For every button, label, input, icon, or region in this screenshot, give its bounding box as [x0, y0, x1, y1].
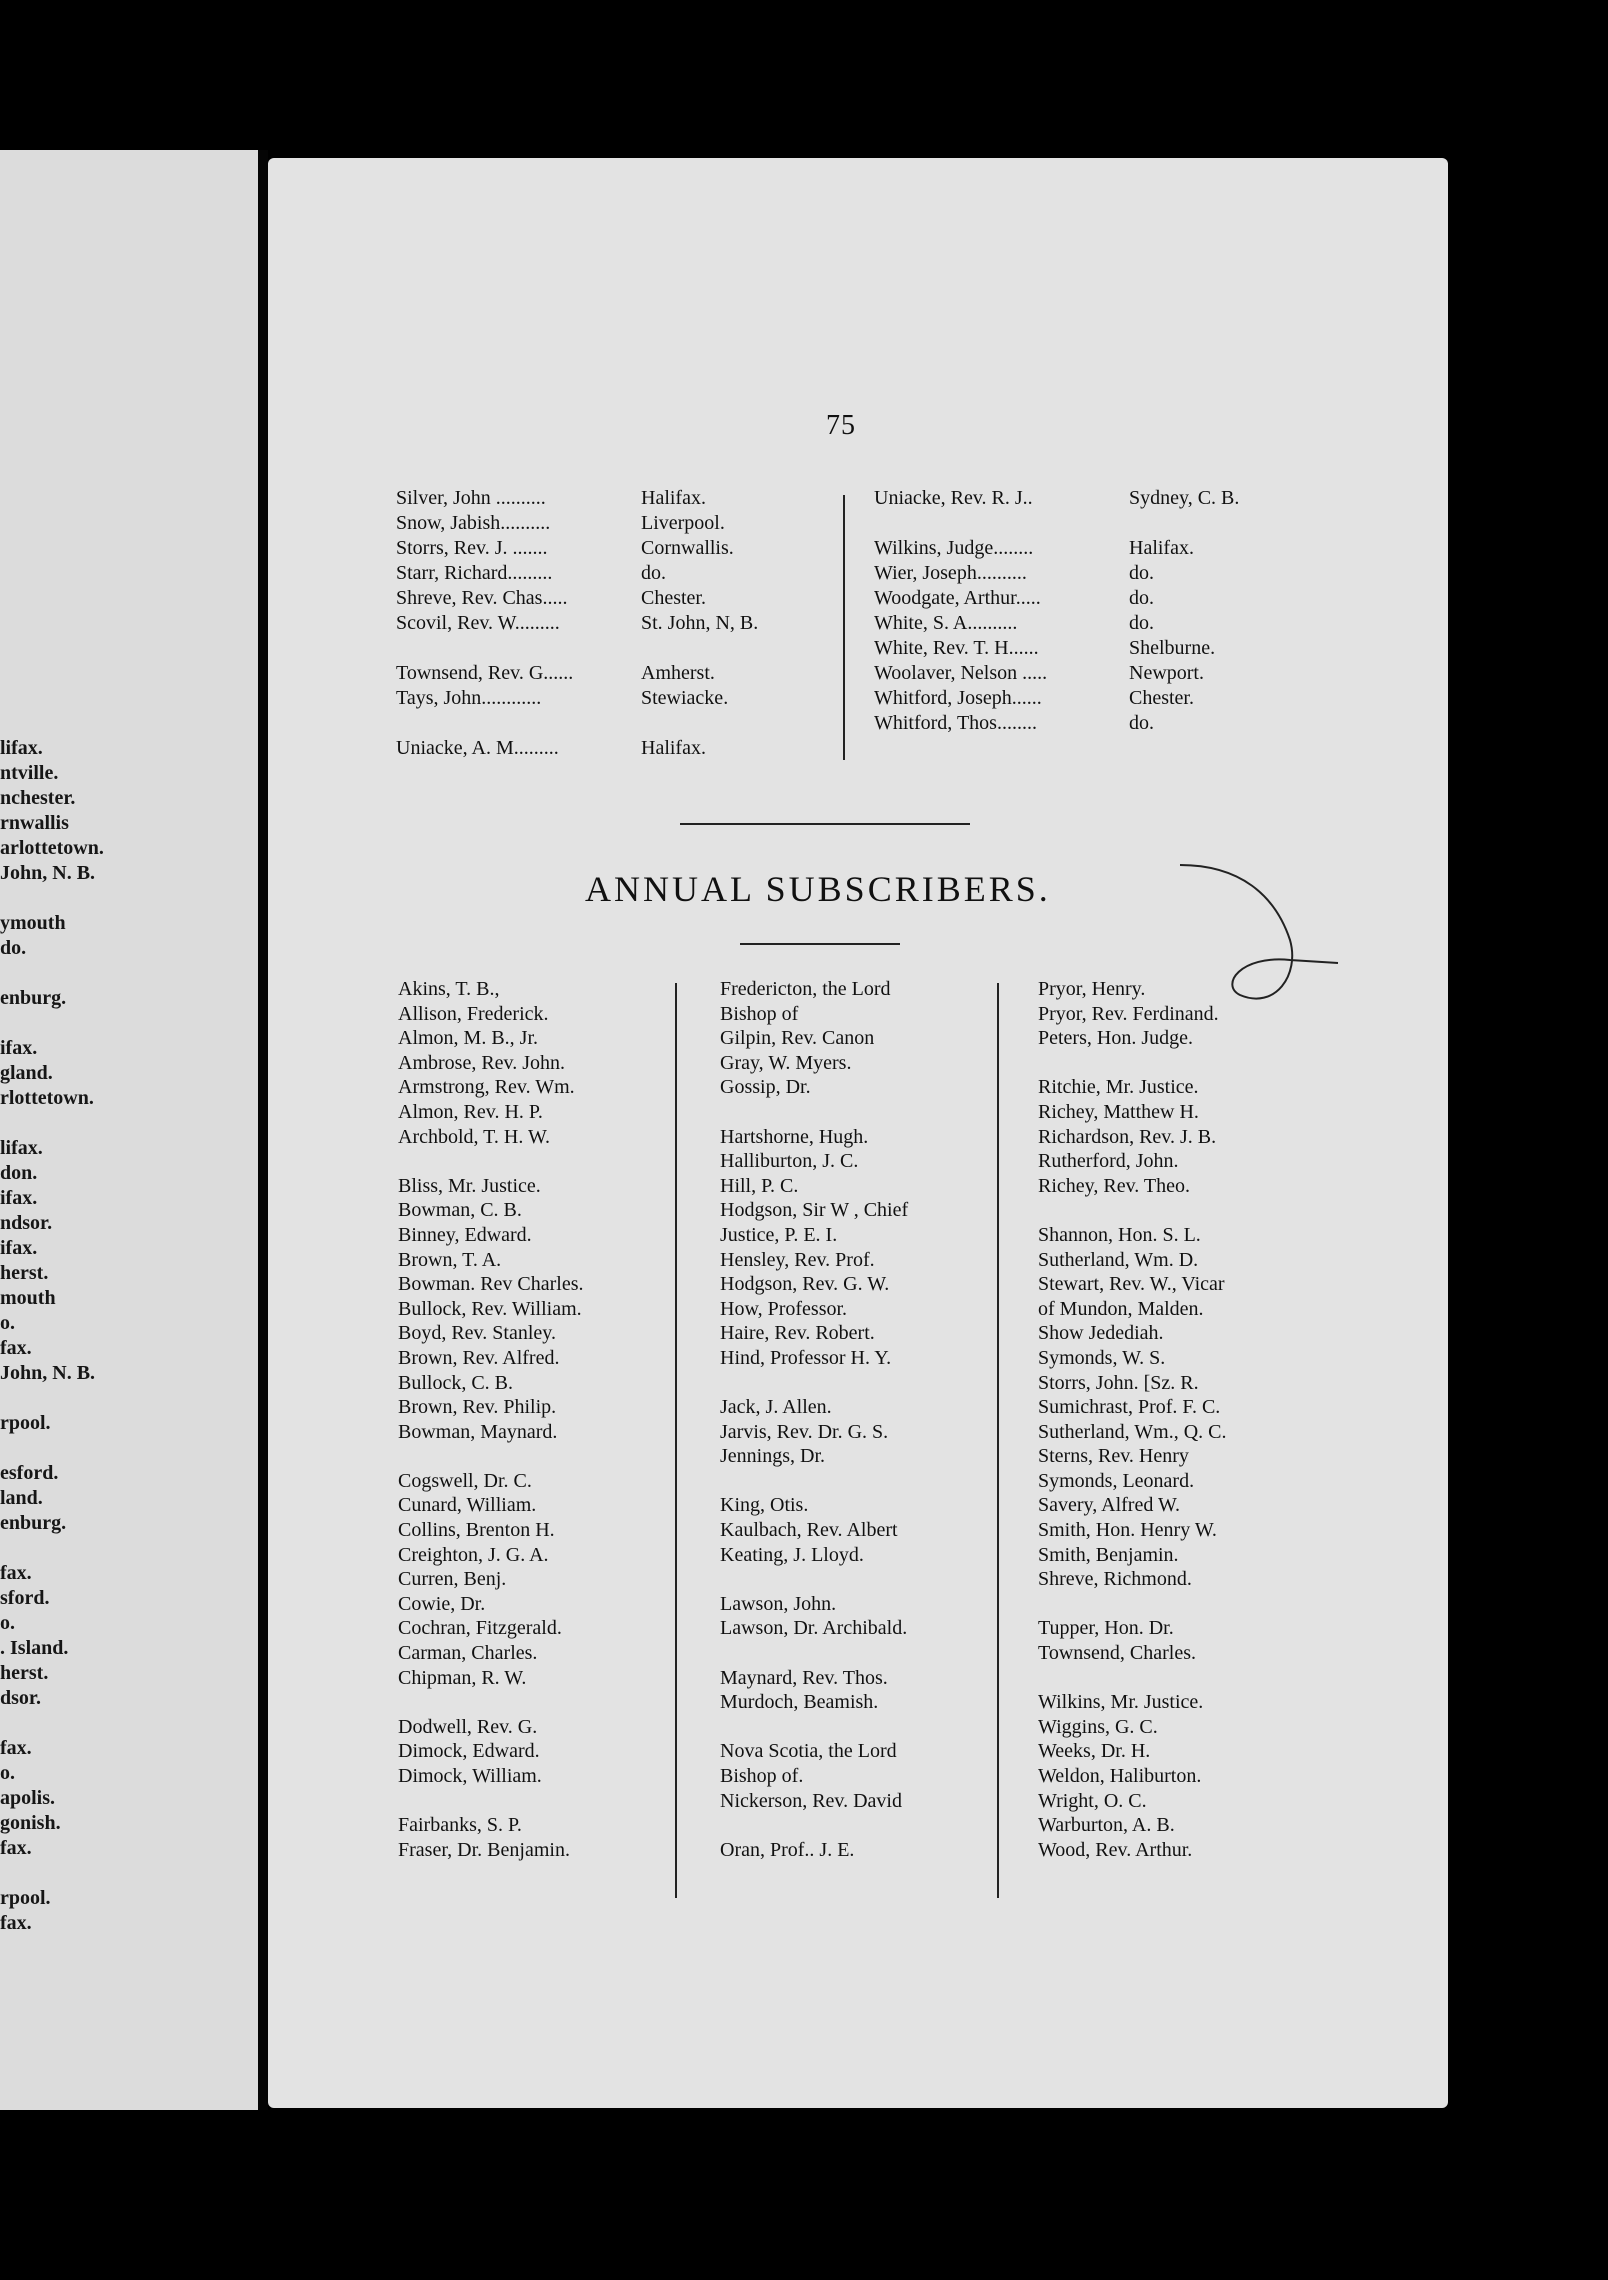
subscriber-entry: Richardson, Rev. J. B. [1038, 1125, 1217, 1148]
member-name: Snow, Jabish.......... [396, 512, 551, 534]
subscriber-entry: Hartshorne, Hugh. [720, 1125, 869, 1148]
subscriber-entry: Smith, Hon. Henry W. [1038, 1519, 1217, 1542]
member-place: Newport. [1129, 662, 1204, 684]
member-place: Stewiacke. [641, 687, 729, 709]
member-row [874, 586, 1239, 611]
subscriber-entry: Hind, Professor H. Y. [720, 1346, 892, 1369]
left-page-fragment: herst. [0, 1662, 49, 1684]
member-place: do. [1129, 562, 1154, 584]
subscriber-entry: Hodgson, Rev. G. W. [720, 1273, 890, 1296]
section-rule [680, 823, 970, 825]
book-spine [258, 150, 268, 2110]
member-row [874, 536, 1239, 561]
left-page-fragment: John, N. B. [0, 1362, 96, 1384]
subscriber-entry: Cowie, Dr. [398, 1592, 486, 1615]
subscriber-entry: Hill, P. C. [720, 1174, 799, 1197]
left-page-fragment: land. [0, 1487, 43, 1509]
left-page-fragment: ifax. [0, 1237, 38, 1259]
member-row [396, 586, 758, 611]
member-place: do. [1129, 712, 1154, 734]
left-page-fragment: o. [0, 1612, 15, 1634]
subscriber-entry: Nickerson, Rev. David [720, 1789, 902, 1812]
subscriber-entry: Jarvis, Rev. Dr. G. S. [720, 1420, 889, 1443]
subscriber-entry: Bowman, Maynard. [398, 1420, 558, 1443]
subscriber-entry: Townsend, Charles. [1038, 1642, 1197, 1665]
member-place: Chester. [1129, 687, 1194, 709]
subscriber-entry: Almon, M. B., Jr. [398, 1027, 539, 1050]
member-name: Woodgate, Arthur..... [874, 587, 1041, 609]
page-number: 75 [826, 410, 856, 441]
subscriber-entry: Sutherland, Wm., Q. C. [1038, 1420, 1227, 1443]
subscriber-entry: Warburton, A. B. [1038, 1814, 1175, 1837]
subscriber-entry: Armstrong, Rev. Wm. [398, 1076, 575, 1099]
left-page-fragment: rlottetown. [0, 1087, 94, 1109]
left-page-fragment: sford. [0, 1587, 50, 1609]
subscriber-entry: Binney, Edward. [398, 1223, 532, 1246]
subscriber-entry: Wiggins, G. C. [1038, 1715, 1158, 1738]
member-name: Uniacke, Rev. R. J.. [874, 487, 1033, 509]
member-name: Scovil, Rev. W......... [396, 612, 560, 634]
member-place: do. [1129, 612, 1154, 634]
subscriber-entry: Allison, Frederick. [398, 1002, 549, 1025]
member-row [396, 736, 758, 761]
subscriber-entry: Keating, J. Lloyd. [720, 1543, 864, 1566]
member-place: Cornwallis. [641, 537, 734, 559]
left-page-fragment: o. [0, 1312, 15, 1334]
subscriber-entry: Halliburton, J. C. [720, 1150, 859, 1173]
subscriber-entry: Peters, Hon. Judge. [1038, 1027, 1193, 1050]
subscriber-entry: Symonds, Leonard. [1038, 1469, 1195, 1492]
subscribers-column-1 [398, 977, 584, 1862]
subscriber-entry: Rutherford, John. [1038, 1150, 1179, 1173]
subscriber-entry: Dimock, Edward. [398, 1740, 540, 1763]
subscriber-entry: Pryor, Rev. Ferdinand. [1038, 1002, 1219, 1025]
section-heading: ANNUAL SUBSCRIBERS. [585, 869, 1051, 909]
subscriber-entry: Sumichrast, Prof. F. C. [1038, 1396, 1221, 1419]
left-page-fragment: fax. [0, 1737, 32, 1759]
column-divider [675, 983, 677, 1898]
left-page-fragment: fax. [0, 1337, 32, 1359]
subscriber-entry: Ritchie, Mr. Justice. [1038, 1076, 1199, 1099]
left-page-fragment: gonish. [0, 1812, 61, 1834]
subscriber-entry: Bliss, Mr. Justice. [398, 1174, 541, 1197]
left-page-fragment: do. [0, 937, 27, 959]
heading-underline [740, 943, 900, 945]
subscriber-entry: Gossip, Dr. [720, 1076, 811, 1099]
left-page-fragment: rpool. [0, 1412, 51, 1434]
subscriber-entry: King, Otis. [720, 1494, 809, 1517]
subscriber-entry: Oran, Prof.. J. E. [720, 1838, 855, 1861]
member-name: Whitford, Joseph...... [874, 687, 1042, 709]
subscriber-entry: Tupper, Hon. Dr. [1038, 1617, 1174, 1640]
left-page-fragment: rnwallis [0, 812, 69, 834]
member-row [396, 661, 758, 686]
subscriber-entry: Wright, O. C. [1038, 1789, 1147, 1812]
left-page-fragment: gland. [0, 1062, 53, 1084]
member-row [396, 611, 758, 636]
member-row [396, 511, 758, 536]
left-page-fragment: . Island. [0, 1637, 69, 1659]
subscriber-entry: Brown, T. A. [398, 1248, 502, 1271]
subscriber-entry: Weeks, Dr. H. [1038, 1740, 1151, 1763]
left-page-fragment: John, N. B. [0, 862, 96, 884]
subscriber-entry: Lawson, Dr. Archibald. [720, 1617, 908, 1640]
member-place: St. John, N, B. [641, 612, 759, 634]
left-page-fragment: herst. [0, 1262, 49, 1284]
member-place: Halifax. [641, 487, 706, 509]
subscriber-entry: Hensley, Rev. Prof. [720, 1248, 875, 1271]
left-page-fragment: ndsor. [0, 1212, 53, 1234]
subscriber-entry: Haire, Rev. Robert. [720, 1322, 875, 1345]
member-place: Sydney, C. B. [1129, 487, 1240, 509]
subscriber-entry: Hodgson, Sir W , Chief [720, 1199, 909, 1222]
subscriber-entry: Fairbanks, S. P. [398, 1814, 522, 1837]
member-name: Townsend, Rev. G...... [396, 662, 574, 684]
left-page-fragment: ymouth [0, 912, 66, 934]
subscriber-entry: Cogswell, Dr. C. [398, 1469, 532, 1492]
life-members-right-list [874, 486, 1239, 736]
member-row [396, 536, 758, 561]
subscriber-entry: Bishop of. [720, 1765, 804, 1787]
subscriber-entry: Curren, Benj. [398, 1568, 507, 1591]
member-place: Amherst. [641, 662, 715, 684]
member-place: Liverpool. [641, 512, 725, 534]
subscriber-entry: Richey, Matthew H. [1038, 1100, 1199, 1123]
member-row [396, 486, 758, 511]
subscriber-entry: Boyd, Rev. Stanley. [398, 1322, 556, 1345]
subscriber-entry: Brown, Rev. Philip. [398, 1396, 557, 1419]
subscriber-entry: Archbold, T. H. W. [398, 1125, 551, 1148]
member-name: Whitford, Thos........ [874, 712, 1037, 734]
subscriber-entry: Pryor, Henry. [1038, 978, 1146, 1000]
subscriber-entry: Bullock, Rev. William. [398, 1297, 582, 1320]
left-page-fragment: nchester. [0, 787, 76, 809]
subscriber-entry: Carman, Charles. [398, 1642, 538, 1665]
subscriber-entry: Murdoch, Beamish. [720, 1691, 879, 1714]
subscriber-entry: Fredericton, the Lord [720, 978, 891, 1000]
subscriber-entry: Gilpin, Rev. Canon [720, 1027, 875, 1050]
member-name: White, S. A.......... [874, 612, 1018, 634]
left-page-fragment: mouth [0, 1287, 56, 1309]
member-row [874, 636, 1239, 661]
subscriber-entry: Stewart, Rev. W., Vicar [1038, 1273, 1225, 1296]
subscriber-entry: Creighton, J. G. A. [398, 1543, 549, 1566]
member-name: Uniacke, A. M......... [396, 737, 559, 759]
subscriber-entry: Symonds, W. S. [1038, 1346, 1166, 1369]
subscriber-entry: Collins, Brenton H. [398, 1519, 555, 1542]
subscriber-entry: Savery, Alfred W. [1038, 1494, 1181, 1517]
member-row [874, 686, 1239, 711]
member-name: Starr, Richard......... [396, 562, 553, 584]
member-row [396, 686, 758, 711]
member-row [874, 561, 1239, 586]
member-place: do. [641, 562, 666, 584]
life-members-left-list [396, 486, 758, 761]
left-page-fragment: esford. [0, 1462, 59, 1484]
subscriber-entry: Fraser, Dr. Benjamin. [398, 1838, 570, 1861]
subscriber-entry: Dodwell, Rev. G. [398, 1715, 538, 1738]
member-place: Chester. [641, 587, 706, 609]
left-page-fragment: dsor. [0, 1687, 41, 1709]
subscriber-entry: Nova Scotia, the Lord [720, 1740, 897, 1763]
member-place: Shelburne. [1129, 637, 1216, 659]
member-place: do. [1129, 587, 1154, 609]
subscriber-entry: Shreve, Richmond. [1038, 1568, 1192, 1591]
subscriber-entry: Cochran, Fitzgerald. [398, 1617, 562, 1640]
column-divider [843, 495, 845, 760]
subscriber-entry: Cunard, William. [398, 1494, 537, 1517]
subscriber-entry: Richey, Rev. Theo. [1038, 1174, 1191, 1197]
left-page-fragment: enburg. [0, 987, 67, 1009]
subscriber-entry: Chipman, R. W. [398, 1666, 527, 1689]
pencil-mark [1180, 845, 1340, 1015]
left-page-fragment: ifax. [0, 1187, 38, 1209]
member-name: Storrs, Rev. J. ....... [396, 537, 548, 559]
subscriber-entry: Jennings, Dr. [720, 1445, 825, 1468]
subscriber-entry: Storrs, John. [Sz. R. [1038, 1371, 1199, 1394]
subscriber-entry: Show Jedediah. [1038, 1322, 1164, 1345]
left-page-fragment: ntville. [0, 762, 59, 784]
subscriber-entry: Ambrose, Rev. John. [398, 1051, 566, 1074]
member-place: Halifax. [1129, 537, 1194, 559]
subscriber-entry: Bullock, C. B. [398, 1371, 514, 1394]
subscriber-entry: Smith, Benjamin. [1038, 1543, 1179, 1566]
subscriber-entry: Gray, W. Myers. [720, 1051, 852, 1074]
left-page-fragment: enburg. [0, 1512, 67, 1534]
subscriber-entry: Lawson, John. [720, 1592, 837, 1615]
subscriber-entry: Bowman, C. B. [398, 1199, 522, 1222]
left-page-fragment: lifax. [0, 737, 43, 759]
subscriber-entry: Kaulbach, Rev. Albert [720, 1519, 898, 1542]
member-place: Halifax. [641, 737, 706, 759]
subscriber-entry: Almon, Rev. H. P. [398, 1100, 543, 1123]
left-page-fragment: ifax. [0, 1037, 38, 1059]
member-row [874, 611, 1239, 636]
member-name: Woolaver, Nelson ..... [874, 662, 1048, 684]
left-page-fragment: rpool. [0, 1887, 51, 1909]
left-page-fragment: don. [0, 1162, 38, 1184]
subscribers-column-3 [1038, 977, 1227, 1862]
left-page-fragment: apolis. [0, 1787, 56, 1809]
left-page-fragment: arlottetown. [0, 837, 104, 859]
member-name: White, Rev. T. H...... [874, 637, 1039, 659]
column-divider [997, 983, 999, 1898]
subscriber-entry: Justice, P. E. I. [720, 1223, 838, 1246]
subscriber-entry: Sutherland, Wm. D. [1038, 1248, 1199, 1271]
subscriber-entry: Jack, J. Allen. [720, 1396, 832, 1419]
subscriber-entry: Maynard, Rev. Thos. [720, 1666, 888, 1689]
left-page-fragment: fax. [0, 1912, 32, 1934]
member-name: Wilkins, Judge........ [874, 537, 1034, 559]
subscribers-column-2 [720, 977, 908, 1862]
left-page-fragment: fax. [0, 1562, 32, 1584]
member-name: Silver, John .......... [396, 487, 546, 509]
member-row [874, 711, 1239, 736]
left-page-fragment: lifax. [0, 1137, 43, 1159]
subscriber-entry: Brown, Rev. Alfred. [398, 1346, 560, 1369]
subscriber-entry: Akins, T. B., [398, 978, 500, 1000]
subscriber-entry: Shannon, Hon. S. L. [1038, 1223, 1201, 1246]
member-row [874, 661, 1239, 686]
subscriber-entry: How, Professor. [720, 1297, 848, 1320]
subscriber-entry: Weldon, Haliburton. [1038, 1765, 1202, 1787]
member-name: Shreve, Rev. Chas..... [396, 587, 568, 609]
subscriber-entry: of Mundon, Malden. [1038, 1297, 1204, 1320]
member-row [874, 486, 1239, 511]
left-page-fragment: fax. [0, 1837, 32, 1859]
member-name: Tays, John............ [396, 687, 542, 709]
member-row [396, 561, 758, 586]
subscriber-entry: Bowman. Rev Charles. [398, 1273, 584, 1296]
member-name: Wier, Joseph.......... [874, 562, 1027, 584]
subscriber-entry: Wilkins, Mr. Justice. [1038, 1691, 1204, 1714]
subscriber-entry: Sterns, Rev. Henry [1038, 1445, 1189, 1468]
subscriber-entry: Wood, Rev. Arthur. [1038, 1838, 1193, 1861]
left-page-fragment: o. [0, 1762, 15, 1784]
subscriber-entry: Bishop of [720, 1002, 799, 1025]
subscriber-entry: Dimock, William. [398, 1765, 542, 1787]
